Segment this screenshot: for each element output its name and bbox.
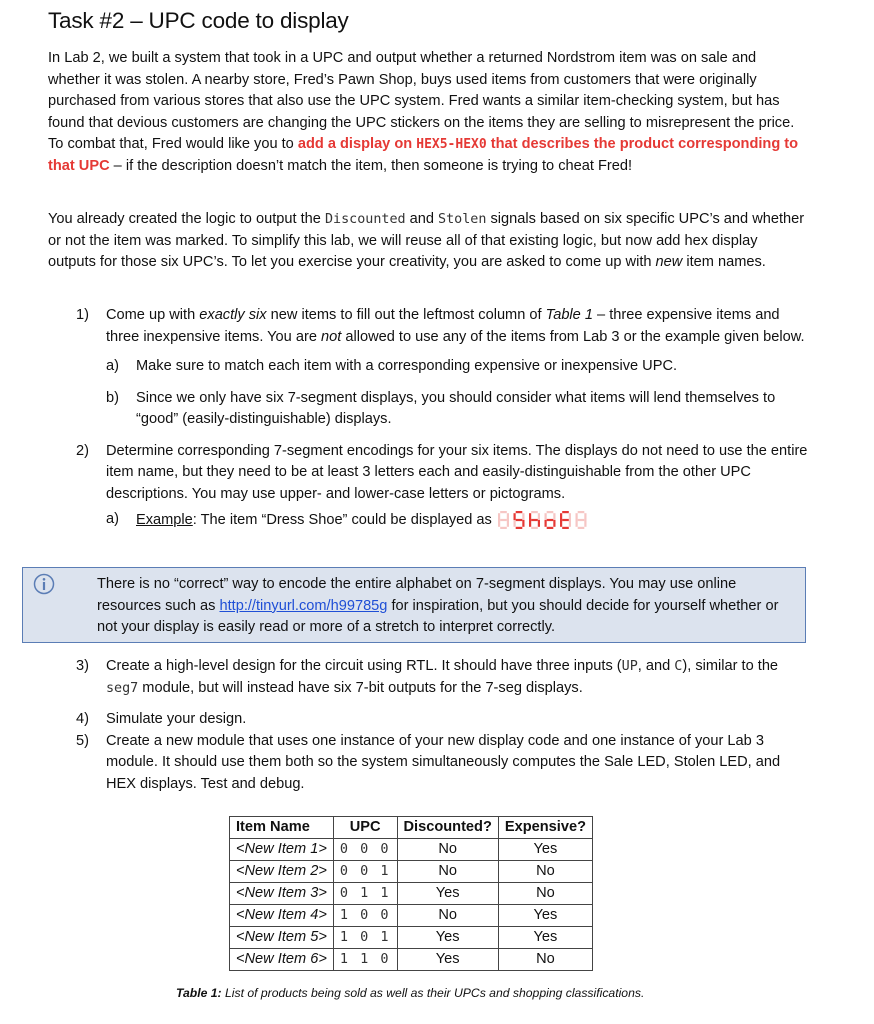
segment <box>538 520 540 527</box>
segment <box>516 519 523 521</box>
step-list-2 <box>76 656 811 795</box>
segment <box>500 519 507 521</box>
product-table <box>229 816 593 971</box>
segment <box>516 511 523 513</box>
item3-text-3: ), similar to the <box>682 658 779 674</box>
table-row <box>230 883 593 905</box>
cell-upc: 1 0 0 <box>333 905 397 927</box>
segment <box>578 527 585 529</box>
segment <box>575 513 577 520</box>
header-expensive: Expensive? <box>498 817 592 839</box>
example-text: : The item “Dress Shoe” could be displayed as <box>192 511 492 528</box>
caption-label: Table 1: <box>176 986 222 1000</box>
table-caption <box>176 986 644 1000</box>
segment <box>531 527 538 529</box>
cell-expensive: Yes <box>498 839 592 861</box>
cell-upc: 0 0 0 <box>333 839 397 861</box>
cell-discounted: No <box>397 905 498 927</box>
highlight-code: HEX5-HEX0 <box>416 137 487 152</box>
segment <box>547 511 554 513</box>
cell-item-name: <New Item 3> <box>230 883 334 905</box>
segment <box>575 520 577 527</box>
segment <box>544 520 546 527</box>
cell-discounted: Yes <box>397 883 498 905</box>
segment <box>584 520 586 527</box>
highlight-text: add a display on <box>297 136 417 152</box>
emphasis-new: new <box>655 254 683 270</box>
cell-expensive: No <box>498 861 592 883</box>
info-icon <box>33 573 55 595</box>
segment <box>531 511 538 513</box>
item4-text: Simulate your design. <box>106 711 247 727</box>
code-stolen: Stolen <box>438 212 487 227</box>
list-number: 3) <box>76 658 89 674</box>
segment <box>584 513 586 520</box>
segment <box>560 520 562 527</box>
note-text-1: There is no “correct” way to encode the entire alphabet on 7-segment displays. You may use online resources such as <box>97 576 737 614</box>
segment <box>500 511 507 513</box>
segment <box>498 520 500 527</box>
cell-expensive: Yes <box>498 927 592 949</box>
cell-discounted: Yes <box>397 949 498 971</box>
info-note <box>22 567 806 643</box>
table-row <box>230 861 593 883</box>
logic-text-4: item names. <box>682 254 766 270</box>
item3-text-4: module, but will instead have six 7-bit outputs for the 7-seg displays. <box>138 679 583 696</box>
table-row <box>230 839 593 861</box>
code-seg7: seg7 <box>106 680 139 696</box>
item3-text-2: , and <box>637 658 675 674</box>
list-item-1b <box>106 388 811 431</box>
table-row <box>230 905 593 927</box>
cell-upc: 0 1 1 <box>333 883 397 905</box>
list-item-1a <box>106 356 811 378</box>
item1-emphasis: exactly six <box>199 307 267 323</box>
segment <box>538 513 540 520</box>
segment <box>562 519 569 521</box>
caption-text: List of products being sold as well as their UPCs and shopping classifications. <box>221 986 645 1000</box>
list-number: 2) <box>76 442 89 459</box>
segment <box>578 519 585 521</box>
intro-text: In Lab 2, we built a system that took in a UPC and output whether a returned Nordstrom item was on sale and whether it was stolen. A nearby store, Fred’s Pawn Shop, buys used items from customers that were originally purchased from various stores that also use the UPC system. Fred wants a similar item-checking system, but has found that devious customers are changing the UPC stickers on the items they are selling to misrepresent the price. To combat that, Fred would like you to <box>48 50 795 152</box>
item1b-text: Since we only have six 7-segment displays, you should consider what items will lend themselves to “good” (easily-distinguishable) displays. <box>136 389 776 427</box>
code-c: C <box>674 659 683 674</box>
segment <box>531 519 538 521</box>
list-number: 5) <box>76 732 89 749</box>
table-row <box>230 927 593 949</box>
sub-number: b) <box>106 389 119 406</box>
item1-text-2: new items to fill out the leftmost column of <box>266 307 546 323</box>
cell-discounted: No <box>397 861 498 883</box>
tinyurl-link[interactable]: http://tinyurl.com/h99785g <box>219 597 388 614</box>
logic-text: You already created the logic to output the <box>48 211 325 227</box>
table-row <box>230 949 593 971</box>
cell-item-name: <New Item 5> <box>230 927 334 949</box>
table-header-row <box>230 817 593 839</box>
list-item-2a <box>106 509 811 531</box>
logic-paragraph <box>48 209 808 274</box>
segment <box>522 513 524 520</box>
example-label: Example <box>136 511 193 528</box>
segment <box>498 513 500 520</box>
item1a-text: Make sure to match each item with a corresponding expensive or inexpensive UPC. <box>136 358 678 374</box>
segment <box>507 520 509 527</box>
cell-discounted: No <box>397 839 498 861</box>
list-number: 4) <box>76 711 89 727</box>
code-up: UP <box>621 659 638 674</box>
page-title: Task #2 – UPC code to display <box>48 8 349 33</box>
step-list-1 <box>76 305 811 531</box>
sub-number: a) <box>106 358 119 374</box>
cell-expensive: Yes <box>498 905 592 927</box>
intro-paragraph <box>48 48 808 177</box>
intro-text-2: – if the description doesn’t match the item, then someone is trying to cheat Fred! <box>109 157 633 174</box>
cell-upc: 0 0 1 <box>333 861 397 883</box>
segment <box>569 520 571 527</box>
cell-discounted: Yes <box>397 927 498 949</box>
segment <box>560 513 562 520</box>
code-discounted: Discounted <box>324 212 406 227</box>
segment <box>522 520 524 527</box>
segment <box>569 513 571 520</box>
highlight-text-2: that describes the product corresponding to that UPC <box>48 136 799 174</box>
segment <box>547 519 554 521</box>
segment <box>529 513 531 520</box>
item1-emphasis-3: not <box>321 328 342 345</box>
list-item-2 <box>76 441 811 506</box>
header-item-name: Item Name <box>230 817 334 839</box>
logic-text-2: and <box>405 211 439 227</box>
seven-segment-display <box>496 509 590 531</box>
segment <box>513 520 515 527</box>
sub-number: a) <box>106 511 119 527</box>
segment <box>544 513 546 520</box>
cell-upc: 1 0 1 <box>333 927 397 949</box>
segment <box>562 527 569 529</box>
item5-text: Create a new module that uses one instance of your new display code and one instance of your Lab 3 module. It should use them both so the system simultaneously computes the Sale LED, Stolen LED, and HEX displays. Test and debug. <box>106 732 781 792</box>
header-upc: UPC <box>333 817 397 839</box>
item2-text: Determine corresponding 7-segment encodings for your six items. The displays do not need to use the entire item name, but they need to be at least 3 letters each and easily-distinguishable from the other UPC descriptions. You may use upper- and lower-case letters or pictograms. <box>106 442 808 502</box>
cell-upc: 1 1 0 <box>333 949 397 971</box>
logic-text-3: signals based on six specific UPC’s and whether or not the item was marked. To simplify this lab, we will reuse all of that existing logic, but now add hex display outputs for those six UPC’s. To let you exercise your creativity, you are asked to come up with <box>48 211 805 270</box>
segment <box>500 527 507 529</box>
segment <box>578 511 585 513</box>
item3-text: Create a high-level design for the circuit using RTL. It should have three inputs ( <box>106 658 622 674</box>
note-text-2: for inspiration, but you should decide for yourself whether or not your display is easily read or more of a stretch to interpret correctly. <box>97 597 779 635</box>
cell-item-name: <New Item 1> <box>230 839 334 861</box>
segment <box>547 527 554 529</box>
note-text <box>97 574 797 639</box>
list-number: 1) <box>76 307 89 323</box>
segment <box>553 520 555 527</box>
list-item-3 <box>76 656 811 699</box>
item1-text-3: – three expensive items and three inexpensive items. You are <box>106 307 780 345</box>
list-item-1 <box>76 305 811 348</box>
segment <box>507 513 509 520</box>
item1-text: Come up with <box>106 307 200 323</box>
cell-item-name: <New Item 2> <box>230 861 334 883</box>
cell-item-name: <New Item 4> <box>230 905 334 927</box>
cell-expensive: No <box>498 883 592 905</box>
cell-expensive: No <box>498 949 592 971</box>
segment <box>513 513 515 520</box>
cell-item-name: <New Item 6> <box>230 949 334 971</box>
header-discounted: Discounted? <box>397 817 498 839</box>
segment <box>553 513 555 520</box>
item1-text-4: allowed to use any of the items from Lab 3 or the example given below. <box>341 328 805 345</box>
segment <box>516 527 523 529</box>
segment <box>529 520 531 527</box>
list-item-5 <box>76 731 811 796</box>
segment <box>562 511 569 513</box>
item1-emphasis-2: Table 1 <box>545 307 593 323</box>
list-item-4 <box>76 709 811 731</box>
